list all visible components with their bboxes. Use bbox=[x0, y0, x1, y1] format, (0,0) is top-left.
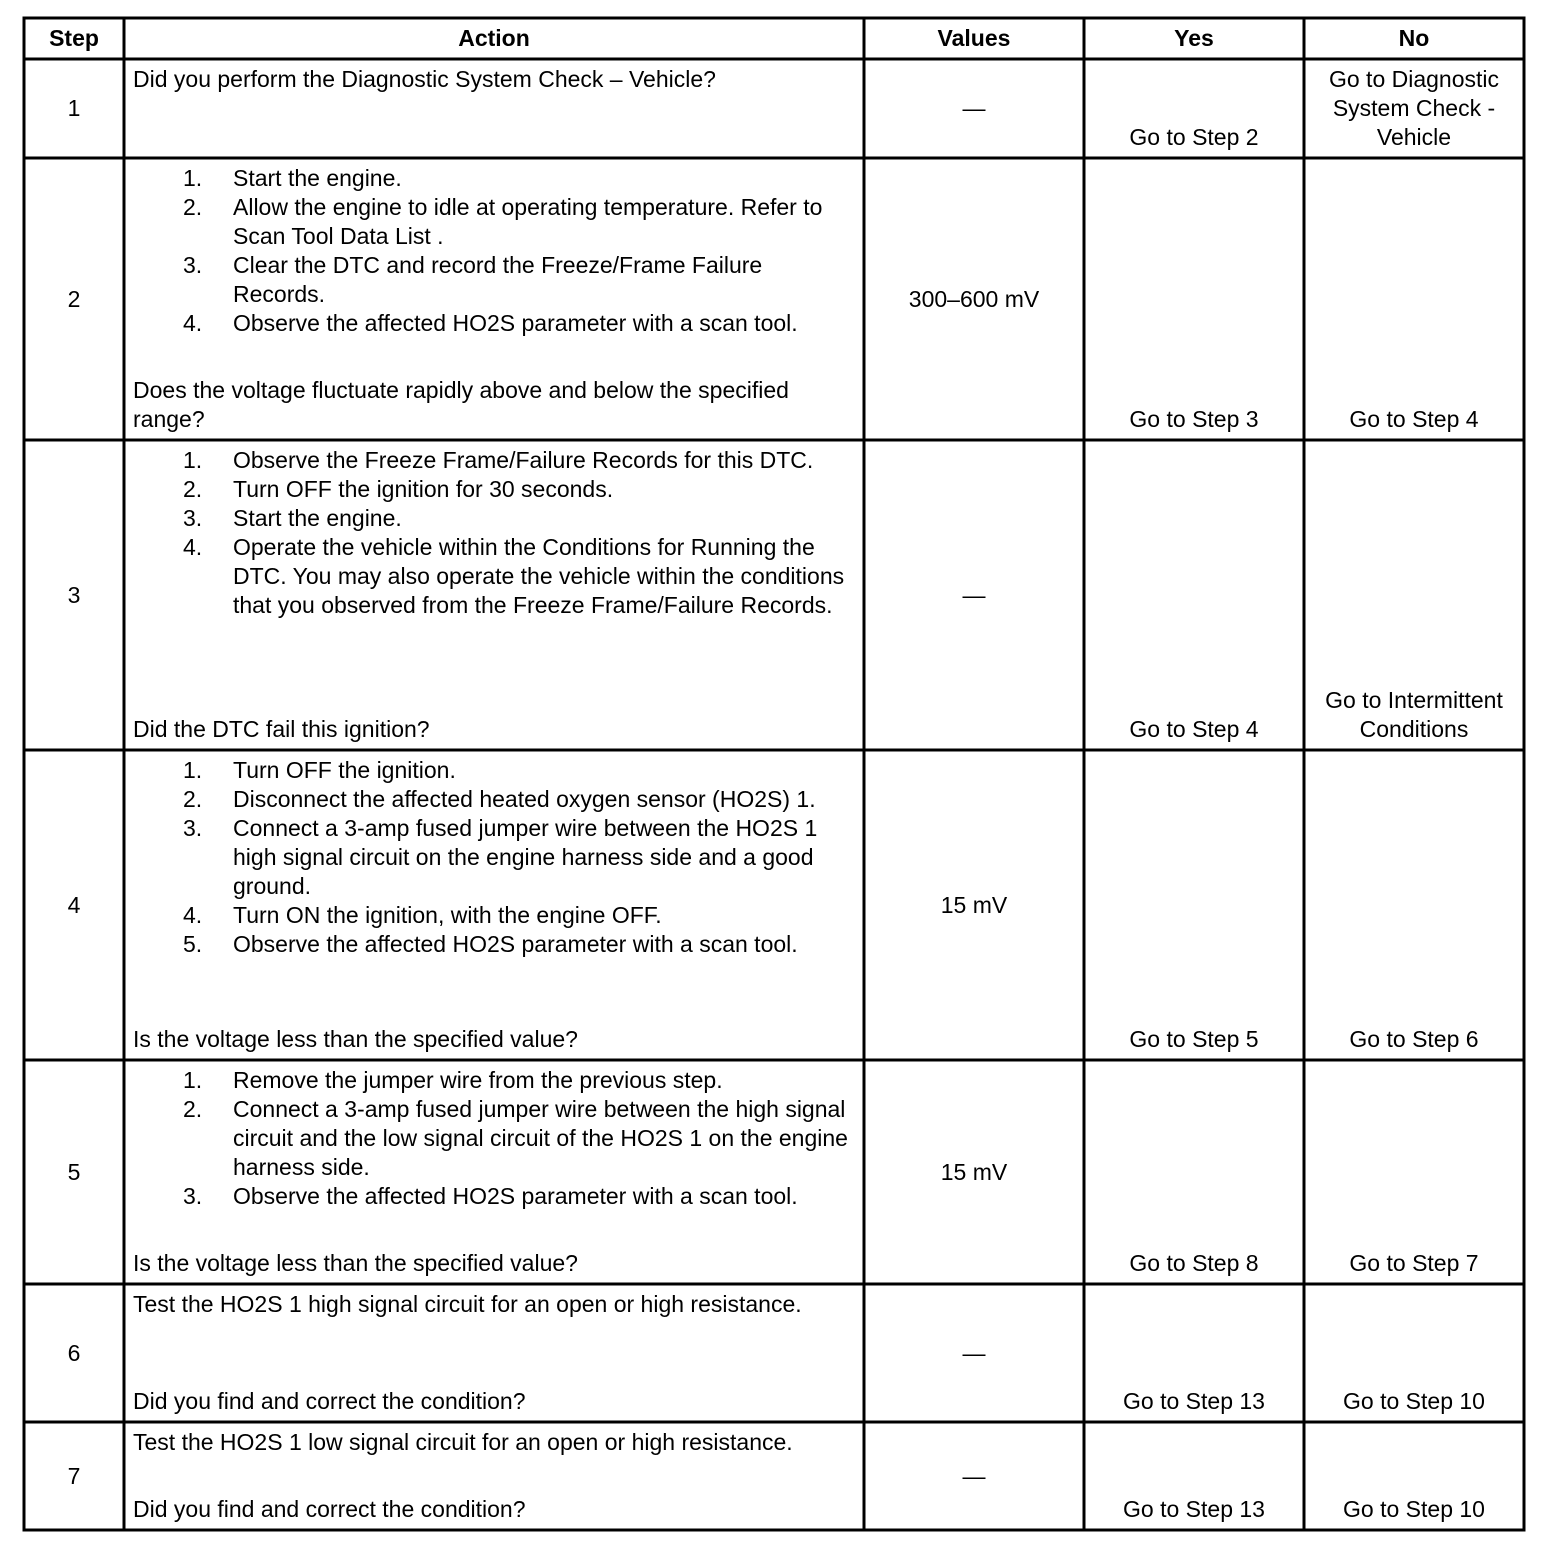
procedure-item-number: 1. bbox=[183, 757, 203, 783]
procedure-item bbox=[133, 193, 856, 251]
action-instructions bbox=[133, 1428, 856, 1457]
procedure-item-number: 2. bbox=[183, 194, 203, 220]
step-number-cell bbox=[26, 61, 122, 156]
procedure-item-number: 1. bbox=[183, 1067, 203, 1093]
action-instructions bbox=[133, 1066, 856, 1211]
header-action-label: Action bbox=[458, 25, 530, 51]
procedure-item-number: 1. bbox=[183, 165, 203, 191]
procedure-item-text: Remove the jumper wire from the previous step. bbox=[233, 1067, 723, 1093]
header-step bbox=[26, 20, 122, 57]
action-cell bbox=[126, 1062, 862, 1282]
action-question: Did you find and correct the condition? bbox=[133, 1388, 526, 1414]
no-cell bbox=[1306, 1062, 1522, 1282]
spec-value: — bbox=[962, 1339, 986, 1366]
yes-result: Go to Step 3 bbox=[1129, 406, 1259, 432]
action-lead-text: Test the HO2S 1 low signal circuit for an open or high resistance. bbox=[133, 1429, 793, 1455]
action-cell bbox=[126, 442, 862, 748]
procedure-item-text: Start the engine. bbox=[233, 165, 402, 191]
header-values bbox=[866, 20, 1082, 57]
spec-value: — bbox=[962, 1462, 986, 1489]
yes-result: Go to Step 13 bbox=[1123, 1496, 1265, 1522]
step-number-cell bbox=[26, 1424, 122, 1528]
no-result: Go to Diagnostic System Check - Vehicle bbox=[1328, 66, 1500, 150]
procedure-list bbox=[133, 756, 856, 959]
procedure-item-number: 4. bbox=[183, 902, 203, 928]
action-cell bbox=[126, 61, 862, 156]
procedure-item-text: Operate the vehicle within the Conditions for Running the DTC. You may also operate the vehicle within the conditions that you observed from the Freeze Frame/Failure Records. bbox=[233, 534, 845, 618]
step-number: 7 bbox=[67, 1462, 81, 1489]
step-number-cell bbox=[26, 1062, 122, 1282]
step-number: 3 bbox=[67, 581, 81, 608]
action-question: Did you find and correct the condition? bbox=[133, 1496, 526, 1522]
procedure-item bbox=[133, 164, 856, 193]
action-instructions bbox=[133, 1290, 856, 1319]
yes-cell bbox=[1086, 61, 1302, 156]
procedure-item-number: 1. bbox=[183, 447, 203, 473]
yes-result: Go to Step 5 bbox=[1129, 1026, 1259, 1052]
procedure-item-number: 5. bbox=[183, 931, 203, 957]
header-values-label: Values bbox=[937, 25, 1011, 51]
yes-cell bbox=[1086, 442, 1302, 748]
spec-value: — bbox=[962, 581, 986, 608]
procedure-list bbox=[133, 446, 856, 620]
procedure-item-number: 2. bbox=[183, 476, 203, 502]
no-cell bbox=[1306, 1286, 1522, 1420]
value-cell bbox=[866, 1424, 1082, 1528]
procedure-item-text: Observe the Freeze Frame/Failure Records for this DTC. bbox=[233, 447, 814, 473]
header-action bbox=[126, 20, 862, 57]
action-question: Is the voltage less than the specified value? bbox=[133, 1026, 578, 1052]
no-result: Go to Step 6 bbox=[1349, 1026, 1479, 1052]
header-yes-label: Yes bbox=[1174, 25, 1214, 51]
procedure-list bbox=[133, 1066, 856, 1211]
action-question: Does the voltage fluctuate rapidly above and below the specified range? bbox=[133, 377, 789, 432]
no-cell bbox=[1306, 61, 1522, 156]
action-instructions bbox=[133, 65, 856, 94]
step-number: 1 bbox=[67, 95, 81, 121]
no-result: Go to Step 10 bbox=[1343, 1496, 1485, 1522]
procedure-item bbox=[133, 901, 856, 930]
no-result: Go to Step 10 bbox=[1343, 1388, 1485, 1414]
procedure-item-text: Turn ON the ignition, with the engine OFF. bbox=[233, 902, 662, 928]
procedure-item-text: Turn OFF the ignition for 30 seconds. bbox=[233, 476, 614, 502]
no-cell bbox=[1306, 752, 1522, 1058]
action-cell bbox=[126, 1286, 862, 1420]
procedure-item bbox=[133, 1095, 856, 1182]
procedure-item-text: Allow the engine to idle at operating temperature. Refer to Scan Tool Data List . bbox=[233, 194, 823, 249]
no-result: Go to Intermittent Conditions bbox=[1325, 687, 1503, 742]
yes-cell bbox=[1086, 752, 1302, 1058]
value-cell bbox=[866, 160, 1082, 438]
yes-cell bbox=[1086, 1286, 1302, 1420]
action-question: Did the DTC fail this ignition? bbox=[133, 716, 430, 742]
action-question: Is the voltage less than the specified value? bbox=[133, 1250, 578, 1276]
header-no-label: No bbox=[1398, 25, 1430, 51]
no-result: Go to Step 4 bbox=[1349, 406, 1479, 432]
step-number-cell bbox=[26, 1286, 122, 1420]
procedure-item-text: Observe the affected HO2S parameter with a scan tool. bbox=[233, 310, 798, 336]
procedure-list bbox=[133, 164, 856, 338]
value-cell bbox=[866, 752, 1082, 1058]
procedure-item-text: Clear the DTC and record the Freeze/Frame Failure Records. bbox=[233, 252, 763, 307]
no-cell bbox=[1306, 160, 1522, 438]
procedure-item bbox=[133, 1066, 856, 1095]
procedure-item bbox=[133, 309, 856, 338]
procedure-item-text: Start the engine. bbox=[233, 505, 402, 531]
yes-result: Go to Step 2 bbox=[1129, 124, 1259, 150]
procedure-item-text: Turn OFF the ignition. bbox=[233, 757, 456, 783]
action-cell bbox=[126, 160, 862, 438]
procedure-item bbox=[133, 814, 856, 901]
procedure-item-number: 3. bbox=[183, 815, 203, 841]
spec-value: 15 mV bbox=[940, 1158, 1008, 1185]
procedure-item-text: Connect a 3-amp fused jumper wire between the high signal circuit and the low signal circuit of the HO2S 1 on the engine harness side. bbox=[233, 1096, 848, 1180]
yes-cell bbox=[1086, 160, 1302, 438]
step-number: 6 bbox=[67, 1339, 81, 1366]
procedure-item bbox=[133, 1182, 856, 1211]
step-number: 4 bbox=[67, 891, 81, 918]
no-result: Go to Step 7 bbox=[1349, 1250, 1479, 1276]
spec-value: 15 mV bbox=[940, 891, 1008, 918]
yes-result: Go to Step 8 bbox=[1129, 1250, 1259, 1276]
value-cell bbox=[866, 442, 1082, 748]
yes-result: Go to Step 4 bbox=[1129, 716, 1259, 742]
step-number: 5 bbox=[67, 1158, 81, 1185]
procedure-item bbox=[133, 533, 856, 620]
no-cell bbox=[1306, 442, 1522, 748]
yes-cell bbox=[1086, 1424, 1302, 1528]
action-instructions bbox=[133, 756, 856, 959]
yes-cell bbox=[1086, 1062, 1302, 1282]
procedure-item-number: 2. bbox=[183, 786, 203, 812]
procedure-item-number: 2. bbox=[183, 1096, 203, 1122]
procedure-item bbox=[133, 504, 856, 533]
procedure-item bbox=[133, 785, 856, 814]
procedure-item-text: Observe the affected HO2S parameter with a scan tool. bbox=[233, 1183, 798, 1209]
procedure-item bbox=[133, 756, 856, 785]
value-cell bbox=[866, 1286, 1082, 1420]
step-number-cell bbox=[26, 752, 122, 1058]
step-number-cell bbox=[26, 442, 122, 748]
step-number: 2 bbox=[67, 285, 81, 312]
procedure-item-number: 3. bbox=[183, 1183, 203, 1209]
action-instructions bbox=[133, 446, 856, 620]
spec-value: 300–600 mV bbox=[908, 285, 1040, 312]
step-number-cell bbox=[26, 160, 122, 438]
procedure-item-text: Observe the affected HO2S parameter with a scan tool. bbox=[233, 931, 798, 957]
header-step-label: Step bbox=[49, 25, 99, 51]
procedure-item-number: 4. bbox=[183, 310, 203, 336]
action-instructions bbox=[133, 164, 856, 338]
value-cell bbox=[866, 61, 1082, 156]
action-cell bbox=[126, 1424, 862, 1528]
procedure-item-text: Connect a 3-amp fused jumper wire between the HO2S 1 high signal circuit on the engine harness side and a good ground. bbox=[233, 815, 818, 899]
procedure-item-number: 3. bbox=[183, 505, 203, 531]
value-cell bbox=[866, 1062, 1082, 1282]
action-lead-text: Did you perform the Diagnostic System Check – Vehicle? bbox=[133, 66, 716, 92]
spec-value: — bbox=[962, 95, 986, 121]
header-no bbox=[1306, 20, 1522, 57]
procedure-item-number: 4. bbox=[183, 534, 203, 560]
procedure-item-number: 3. bbox=[183, 252, 203, 278]
procedure-item bbox=[133, 251, 856, 309]
procedure-item bbox=[133, 475, 856, 504]
header-yes bbox=[1086, 20, 1302, 57]
procedure-item bbox=[133, 446, 856, 475]
no-cell bbox=[1306, 1424, 1522, 1528]
procedure-item-text: Disconnect the affected heated oxygen sensor (HO2S) 1. bbox=[233, 786, 816, 812]
procedure-item bbox=[133, 930, 856, 959]
yes-result: Go to Step 13 bbox=[1123, 1388, 1265, 1414]
action-lead-text: Test the HO2S 1 high signal circuit for an open or high resistance. bbox=[133, 1291, 802, 1317]
action-cell bbox=[126, 752, 862, 1058]
